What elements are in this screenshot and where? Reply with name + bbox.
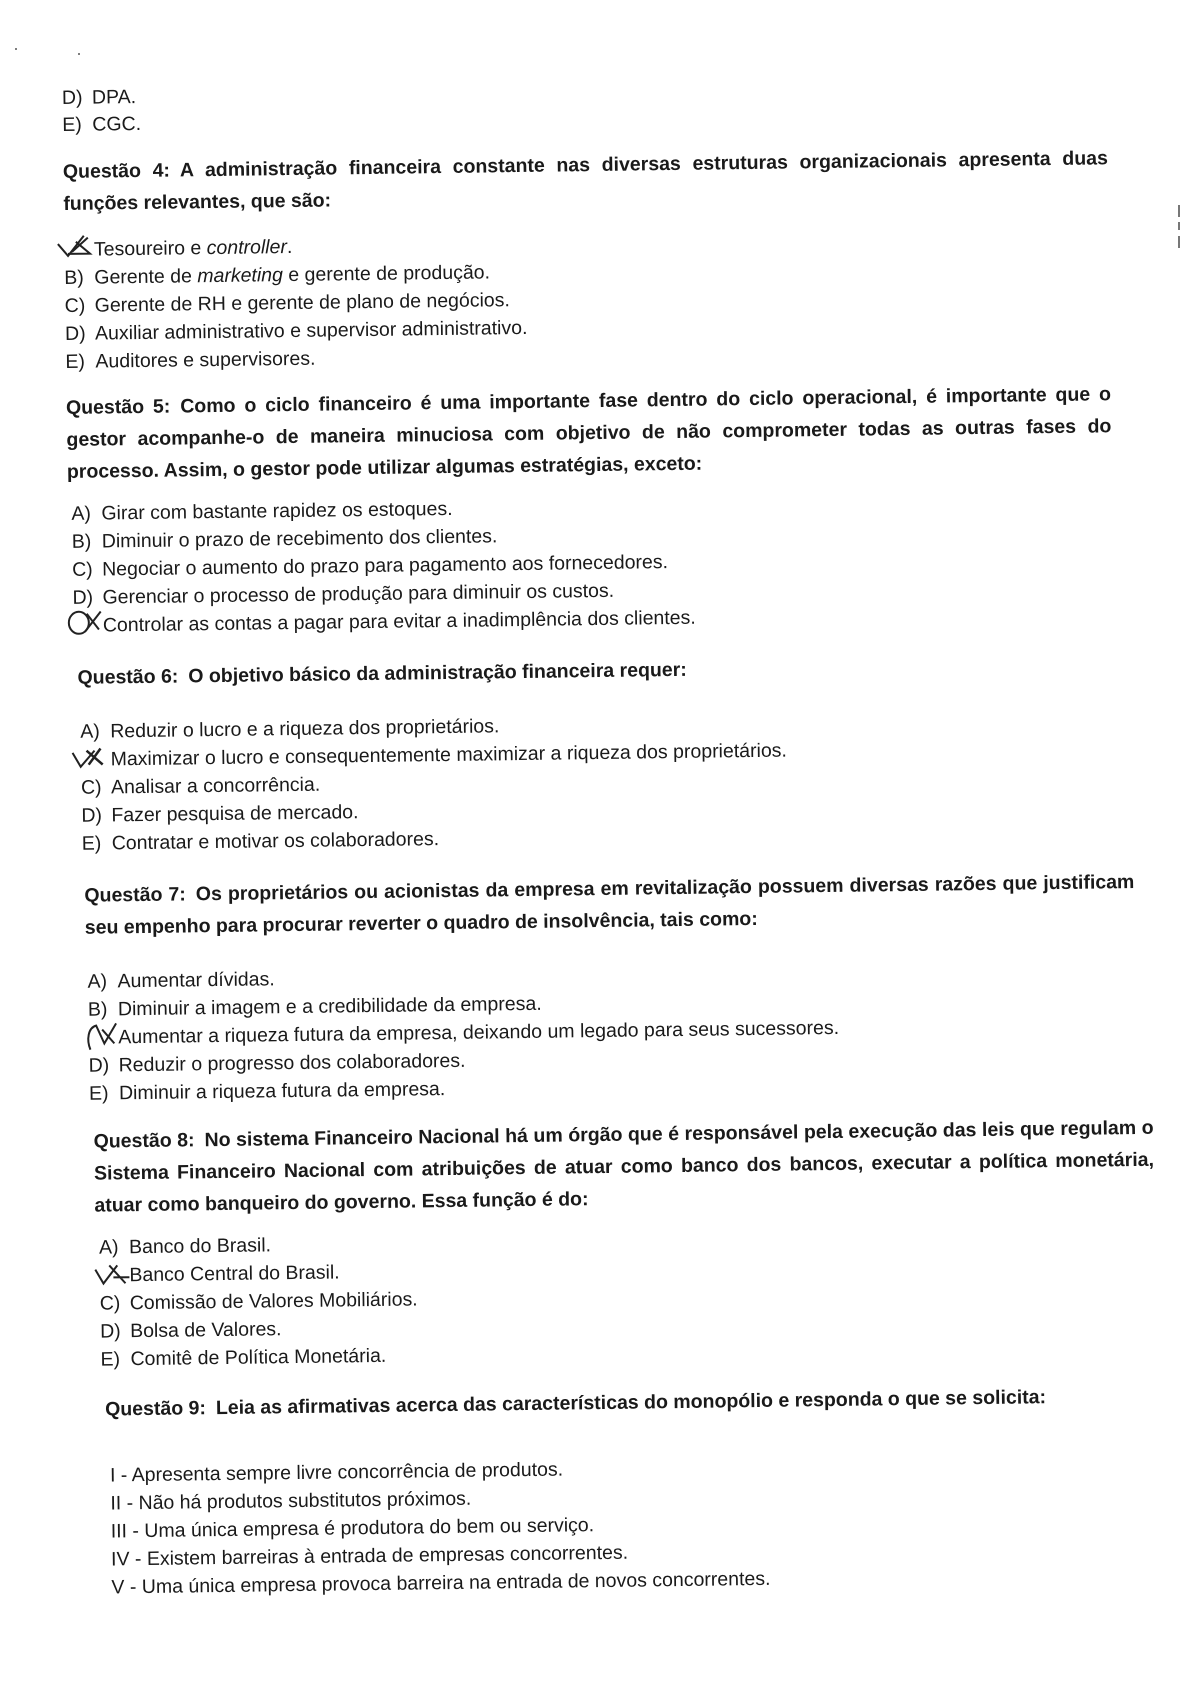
question-4 [63,142,1109,220]
option-line [62,112,141,137]
question-8 [93,1112,1154,1222]
option-c [72,550,668,582]
option-text: Contratar e motivar os colaboradores. [111,828,440,855]
handwritten-circle-mark [65,605,109,640]
option-a [71,497,452,526]
option-b [72,524,498,554]
option-d [81,800,358,828]
option-text: Banco do Brasil. [128,1234,272,1259]
option-text: Fazer pesquisa de mercado. [111,801,359,827]
option-letter: D) [99,1320,121,1343]
option-letter: A) [80,720,100,743]
option-letter: E) [88,1082,109,1105]
option-text-end: e gerente de produção. [282,261,491,287]
option-d [65,316,528,346]
option-text: Girar com bastante rapidez os estoques. [101,497,453,525]
handwritten-check-mark [68,740,112,775]
option-a [87,967,274,993]
option-d [100,1317,282,1343]
option-text: Tesoureiro e [93,237,207,261]
option-c [88,1016,839,1050]
option-d [88,1049,465,1078]
option-text: Negociar o aumento do prazo para pagamento aos fornecedores. [102,551,669,581]
option-e [100,1344,386,1372]
handwritten-check-mark [82,1019,126,1054]
option-letter: E) [100,1348,121,1371]
option-letter: A) [87,970,108,993]
option-text: Banco Central do Brasil. [129,1261,340,1287]
option-letter: C) [80,776,102,799]
option-text: Diminuir o prazo de recebimento dos clientes. [101,525,498,553]
option-letter: B) [64,266,84,289]
question-text: Leia as afirmativas acerca das características do monopólio e responda o que se solicita: [215,1386,1047,1420]
option-e [65,347,315,374]
option-b [80,739,787,772]
option-text: Aumentar a riqueza futura da empresa, deixando um legado para seus sucessores. [118,1016,840,1049]
option-e [89,1077,446,1106]
question-6 [77,648,1117,694]
question-label: Questão 9: [105,1397,207,1421]
question-text: Os proprietários ou acionistas da empresa em revitalização possuem diversas razões que justificam seu empenho para procurar reverter o quadro de insolvência, tais como: [84,871,1135,939]
scan-edge-mark [1178,222,1180,230]
statement-number: IV - [110,1548,142,1571]
statement-text: Existem barreiras à entrada de empresas concorrentes. [146,1541,629,1570]
statement-ii [110,1487,471,1516]
scan-speck [15,48,17,50]
option-a [80,714,499,743]
option-text: Auditores e supervisores. [95,347,316,373]
option-text: Bolsa de Valores. [129,1318,282,1343]
option-text: Aumentar dívidas. [117,968,275,993]
option-text: Gerente de RH e gerente de plano de negócios. [94,289,511,317]
option-letter: E) [81,832,102,855]
question-9 [105,1380,1165,1426]
option-text: Diminuir a riqueza futura da empresa. [118,1078,446,1105]
question-label: Questão 5: [65,395,171,419]
statement-number: I - [109,1464,128,1487]
option-letter: B) [71,530,92,553]
option-letter: A) [98,1236,119,1259]
statement-iv [111,1541,628,1572]
statement-v [111,1567,770,1600]
option-letter: D) [64,322,86,345]
option-text: Maximizar o lucro e consequentemente maximizar a riqueza dos proprietários. [110,739,788,771]
option-b [88,992,542,1022]
handwritten-check-mark [91,1257,135,1292]
option-text: DPA. [91,86,137,109]
option-c [100,1287,418,1315]
option-c [81,773,320,800]
option-text-end: . [286,235,293,259]
option-text: Reduzir o progresso dos colaboradores. [118,1049,466,1077]
question-text: No sistema Financeiro Nacional há um órgão que é responsável pela execução das leis que regulam o Sistema Financeiro Nacional com atribuições de atuar como banco dos bancos, executar a política monetária, atuar como banqueiro do governo. Essa função é do: [93,1116,1155,1217]
option-text: Gerente de [94,265,198,289]
option-text: Comitê de Política Monetária. [130,1344,387,1371]
question-text: Como o ciclo financeiro é uma importante fase dentro do ciclo operacional, é importante que o gestor acompanhe-o de maneira minuciosa com objetivo de não comprometer todas as outras fases do processo. Assim, o gestor pode utilizar algumas estratégias, exceto: [66,383,1112,483]
statement-text: Uma única empresa é produtora do bem ou serviço. [144,1514,595,1543]
option-e [73,606,696,638]
option-letter: C) [99,1292,121,1315]
question-7 [84,866,1135,944]
option-letter: D) [72,586,94,609]
option-text: Auxiliar administrativo e supervisor administrativo. [94,316,528,345]
handwritten-check-mark [54,232,98,267]
question-5 [66,378,1112,488]
option-letter: D) [88,1054,110,1077]
option-letter: E) [62,113,82,136]
option-letter: D) [81,804,103,827]
option-text: Diminuir a imagem e a credibilidade da empresa. [117,992,542,1021]
scan-speck [78,53,80,55]
option-letter: C) [64,294,86,317]
statement-text: Uma única empresa provoca barreira na entrada de novos concorrentes. [141,1567,771,1599]
scan-edge-mark [1178,236,1180,248]
option-text-italic: marketing [197,264,284,288]
question-label: Questão 4: [62,159,171,183]
question-label: Questão 8: [93,1129,195,1153]
option-text: Analisar a concorrência. [110,773,321,799]
question-label: Questão 6: [77,665,179,689]
option-b [64,260,490,290]
option-letter: D) [61,86,83,109]
option-text: Controlar as contas a pagar para evitar a inadimplência dos clientes. [102,606,696,637]
statement-text: Não há produtos substitutos próximos. [138,1487,472,1515]
question-label: Questão 7: [84,883,186,907]
option-text: Reduzir o lucro e a riqueza dos proprietários. [110,715,500,743]
option-text-italic: controller [206,236,288,260]
option-letter: B) [87,998,108,1021]
option-d [72,579,614,610]
question-text: A administração financeira constante nas diversas estruturas organizacionais apresenta duas funções relevantes, que são: [63,147,1108,215]
statement-number: II - [110,1492,134,1515]
option-e [82,827,440,856]
statement-number: V - [111,1576,137,1599]
statement-text: Apresenta sempre livre concorrência de produtos. [131,1458,564,1487]
option-text: Comissão de Valores Mobiliários. [129,1288,418,1315]
statement-i [110,1458,563,1488]
statement-iii [111,1513,595,1543]
option-c [65,288,510,318]
option-line [62,85,136,110]
statement-number: III - [110,1520,140,1543]
question-text: O objetivo básico da administração financeira requer: [188,658,687,688]
option-a [99,1233,271,1259]
option-text: Gerenciar o processo de produção para diminuir os custos. [102,579,615,609]
option-letter: A) [71,502,92,525]
option-letter: C) [72,558,93,581]
scan-edge-mark [1178,205,1180,217]
option-a [64,235,293,262]
option-letter: E) [65,350,86,373]
option-text: CGC. [92,112,142,136]
